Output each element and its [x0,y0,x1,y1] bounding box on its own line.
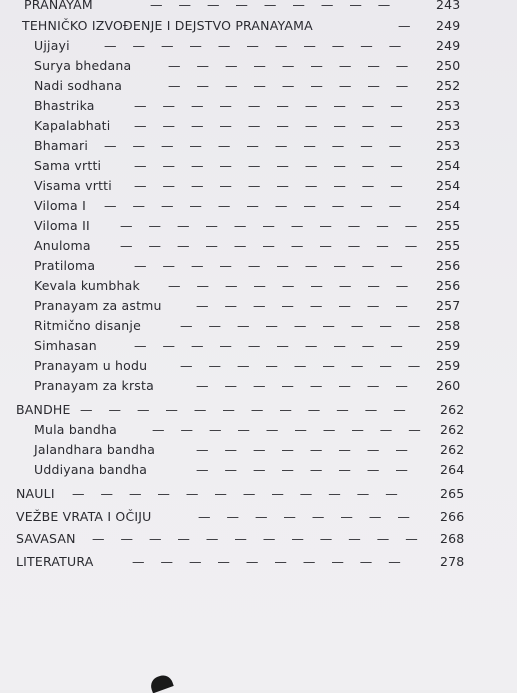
leader-dashes: — — — — — — — — — [180,318,427,333]
toc-entry-title: Mula bandha [34,422,118,437]
toc-entry [0,137,517,155]
toc-entry-title: Pratiloma [34,258,96,273]
toc-entry-page: 257 [436,298,461,313]
leader-dashes: — — — — — — — — — — — [104,38,408,53]
leader-dashes: — — — — — — — — — — — [120,238,424,253]
toc-entry-page: 259 [436,358,461,373]
toc-entry-page: 262 [440,402,465,417]
toc-entry-title: Pranayam za krsta [34,378,154,393]
leader-dashes: — — — — — — — — — — — — [80,402,412,417]
toc-entry [0,508,517,526]
toc-entry-title: Pranayam za astmu [34,298,162,313]
leader-dashes: — — — — — — — — — — [134,118,409,133]
toc-entry-title: Uddiyana bandha [34,462,148,477]
toc-entry [0,377,517,395]
toc-entry-page: 259 [436,338,461,353]
toc-entry-title: Simhasan [34,338,97,353]
toc-entry-title: VEŽBE VRATA I OČIJU [16,509,152,524]
toc-entry [0,337,517,355]
toc-entry [0,237,517,255]
leader-dashes: — — — — — — — — [196,378,414,393]
toc-entry [0,17,517,35]
toc-entry-page: 260 [436,378,461,393]
toc-entry-page: 268 [440,531,465,546]
leader-dashes: — — — — — — — — — [168,58,415,73]
leader-dashes: — — — — — — — — [196,298,414,313]
toc-entry-title: Jalandhara bandha [34,442,156,457]
toc-entry-page: 252 [436,78,461,93]
leader-dashes: — — — — — — — — — — — [120,218,424,233]
toc-entry-page: 250 [436,58,461,73]
toc-entry [0,37,517,55]
toc-entry-page: 253 [436,138,461,153]
toc-entry-title: Ritmično disanje [34,318,141,333]
toc-entry [0,257,517,275]
leader-dashes: — — — — — — — — — — [132,554,407,569]
leader-dashes: — — — — — — — — — — — — [92,531,424,546]
toc-entry-title: Viloma II [34,218,90,233]
toc-entry [0,357,517,375]
toc-entry-title: PRANAYAM [24,0,93,12]
toc-entry [0,530,517,548]
leader-dashes: — — — — — — — — — — — — [72,486,404,501]
toc-entry-page: 243 [436,0,461,12]
toc-entry-title: Bhastrika [34,98,95,113]
toc-entry-title: LITERATURA [16,554,94,569]
toc-entry-title: Ujjayi [34,38,70,53]
toc-entry-page: 265 [440,486,465,501]
toc-entry-title: TEHNIČKO IZVOĐENJE I DEJSTVO PRANAYAMA [22,18,313,33]
leader-dashes: — — — — — — — — — [168,78,415,93]
toc-entry-page: 264 [440,462,465,477]
toc-entry-page: 256 [436,258,461,273]
toc-entry [0,97,517,115]
leader-dashes: — — — — — — — — — [180,358,427,373]
toc-entry [0,177,517,195]
toc-entry-title: BANDHE [16,402,71,417]
leader-dashes: — — — — — — — — — — [134,98,409,113]
toc-entry-title: Visama vrtti [34,178,112,193]
toc-entry [0,217,517,235]
leader-dashes: — — — — — — — — — — [134,158,409,173]
toc-entry-title: Sama vrtti [34,158,102,173]
toc-entry [0,441,517,459]
toc-entry-page: 262 [440,442,465,457]
leader-dashes: — — — — — — — — — — [134,178,409,193]
toc-entry [0,157,517,175]
toc-entry [0,77,517,95]
toc-entry-page: 266 [440,509,465,524]
leader-dashes: — — — — — — — — — — — [104,138,408,153]
toc-entry [0,297,517,315]
leader-dashes: — — — — — — — — [196,442,414,457]
toc-entry-title: NAULI [16,486,55,501]
toc-entry-page: 254 [436,198,461,213]
toc-entry-page: 253 [436,118,461,133]
toc-entry [0,553,517,571]
toc-entry [0,277,517,295]
toc-entry-title: Kevala kumbhak [34,278,140,293]
leader-dashes: — — — — — — — — [198,509,416,524]
leader-dashes: — — — — — — — — — [150,0,397,12]
leader-dashes: — — — — — — — — — — [152,422,427,437]
leader-dashes: — — — — — — — — — — [134,258,409,273]
leader-dashes: — — — — — — — — — [168,278,415,293]
toc-entry-page: 255 [436,238,461,253]
toc-entry-page: 256 [436,278,461,293]
toc-entry [0,117,517,135]
toc-entry [0,485,517,503]
leader-dashes: — — — — — — — — — — [134,338,409,353]
toc-entry-page: 254 [436,178,461,193]
toc-entry-page: 262 [440,422,465,437]
toc-entry [0,197,517,215]
toc-entry-title: Nadi sodhana [34,78,123,93]
toc-entry [0,57,517,75]
toc-entry-page: 255 [436,218,461,233]
toc-entry-title: Anuloma [34,238,91,253]
toc-entry-title: Surya bhedana [34,58,132,73]
toc-entry [0,317,517,335]
toc-entry [0,461,517,479]
toc-entry-page: 249 [436,18,461,33]
leader-dashes: — — — — — — — — — — — [104,198,408,213]
toc-entry [0,0,517,14]
toc-entry-title: Bhamari [34,138,89,153]
toc-entry-page: 258 [436,318,461,333]
toc-entry-title: Pranayam u hodu [34,358,148,373]
toc-entry [0,421,517,439]
toc-entry-page: 278 [440,554,465,569]
toc-entry-title: Kapalabhati [34,118,111,133]
toc-entry-title: Viloma I [34,198,86,213]
toc-entry-page: 253 [436,98,461,113]
leader-dashes: — [398,18,417,33]
leader-dashes: — — — — — — — — [196,462,414,477]
toc-entry [0,401,517,419]
toc-entry-title: SAVASAN [16,531,76,546]
toc-entry-page: 254 [436,158,461,173]
toc-entry-page: 249 [436,38,461,53]
